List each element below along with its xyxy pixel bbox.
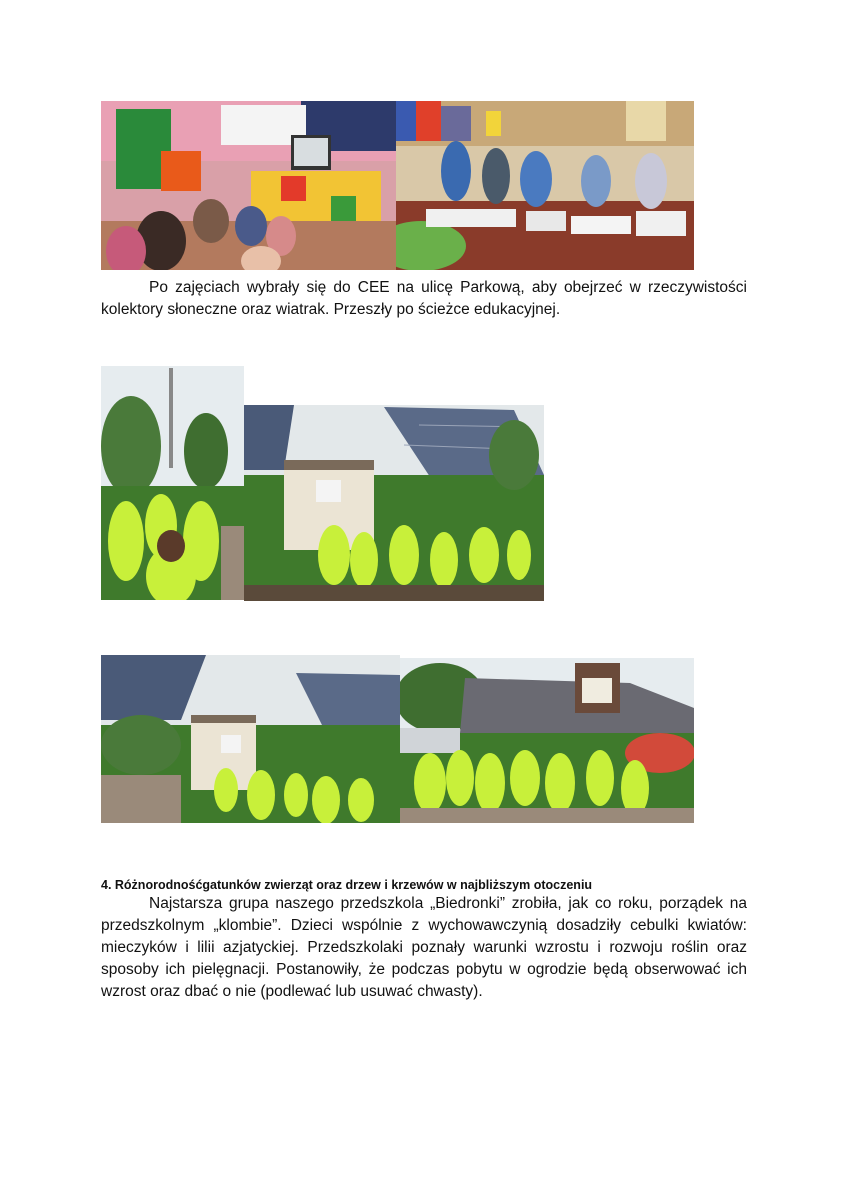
photo-solar-panels-booth bbox=[244, 405, 544, 601]
paragraph-visit-cee: Po zajęciach wybrały się do CEE na ulicę Parkową, aby obejrzeć w rzeczywistości kolektory słoneczne oraz wiatrak. Przeszły po ścieżce edukacyjnej. bbox=[101, 279, 747, 318]
photo-solar-panels-group bbox=[101, 655, 400, 823]
photo-classroom-lesson bbox=[101, 101, 396, 270]
photo-windmill-group bbox=[101, 366, 244, 600]
paragraph-biedronki-flowerbed: Najstarsza grupa naszego przedszkola „Biedronki” zrobiła, jak co roku, porządek na przedszkolnym „klombie”. Dzieci wspólnie z wychowawczynią dosadziły cebulki kwiatów: mieczyków i lilii azjatyckiej. Przedszkolaki poznały warunki wzrostu i rozwoju roślin oraz sposoby ich pielęgnacji. Postanowiły, że podczas pobytu w ogrodzie będą obserwować ich wzrost oraz dbać o nie (podlewać lub usuwać chwasty). bbox=[101, 895, 747, 1000]
photo-children-floor bbox=[396, 101, 694, 270]
section-4-heading: 4. Różnorodnośćgatunków zwierząt oraz drzew i krzewów w najbliższym otoczeniu bbox=[101, 878, 593, 892]
photo-collectors-group bbox=[400, 658, 694, 823]
